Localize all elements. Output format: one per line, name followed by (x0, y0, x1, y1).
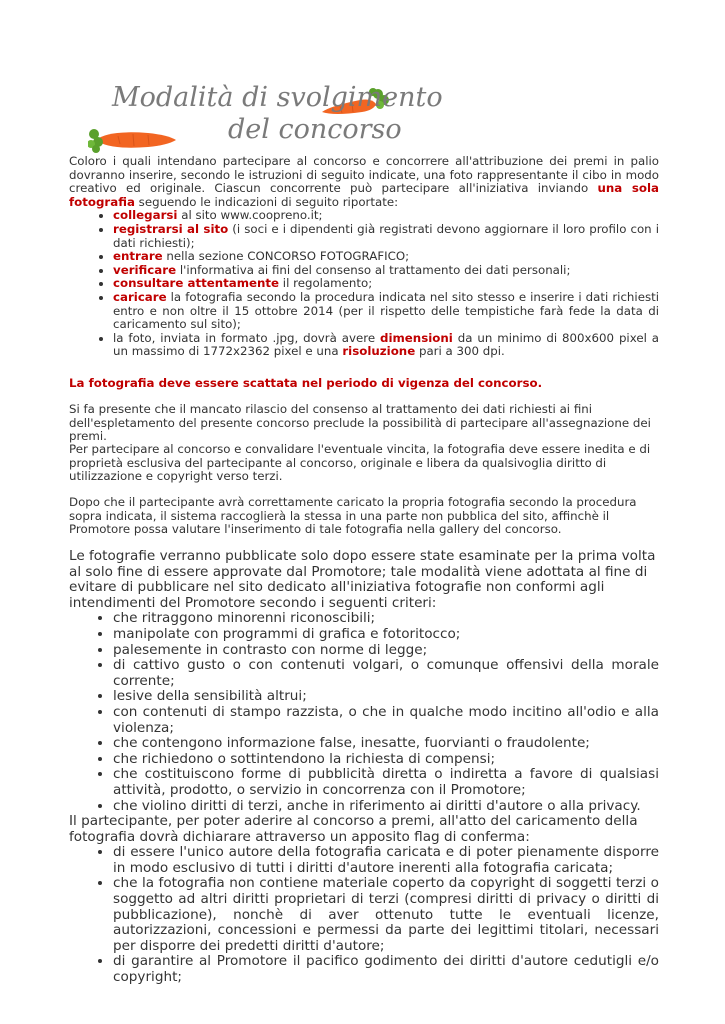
intro-section (69, 155, 659, 359)
publication-paragraph: Le fotografie verranno pubblicate solo dopo essere state esaminate per la prima volta al solo fine di essere approvate dal Promotore; tale modalità viene adottata al fine di evitare di pubblicare nel sito dedicato all'iniziativa fotografie non conformi agli intendimenti del Promotore secondo i seguenti criteri: (69, 548, 656, 611)
list-item: • che contengono informazione false, inesatte, fuorvianti o fraudolente; (113, 736, 659, 752)
list-item: • di cattivo gusto o con contenuti volgari, o comunque offensivi della morale corrente; (113, 658, 659, 689)
list-item (113, 250, 659, 264)
list-item (113, 209, 659, 223)
intro-text-end: seguendo le indicazioni di seguito riportate: (134, 194, 399, 209)
list-item: • che ritraggono minorenni riconoscibili; (113, 611, 659, 627)
publication-section (69, 549, 659, 986)
list-item (113, 277, 659, 291)
resolution-keyword: risoluzione (342, 344, 416, 359)
declarations-list (69, 845, 659, 985)
list-item (113, 223, 659, 250)
gallery-paragraph: Dopo che il partecipante avrà correttamente caricato la propria fotografia secondo la procedura sopra indicata, il sistema raccoglierà la stessa in una parte non pubblica del sito, affinchè il Promotore possa valutare l'inserimento di tale fotografia nella gallery del concorso. (69, 495, 637, 537)
step-text: l'informativa ai fini del consenso al trattamento dei dati personali; (176, 262, 571, 277)
step-text: il regolamento; (279, 276, 373, 291)
step-keyword: consultare attentamente (113, 276, 280, 291)
originality-paragraph: Per partecipare al concorso e convalidare l'eventuale vincita, la fotografia deve essere inedita e di proprietà esclusiva del partecipante al concorso, originale e libera da qualsivoglia diritto di utilizzazione e copyright verso terzi. (69, 442, 651, 484)
dimensions-keyword: dimensioni (380, 330, 453, 345)
step-keyword: caricare (113, 289, 167, 304)
list-item: • che costituiscono forme di pubblicità diretta o indiretta a favore di qualsiasi attività, prodotto, o servizio in concorrenza con il Promotore; (113, 767, 659, 798)
list-item: • che la fotografia non contiene materiale coperto da copyright di soggetti terzi o soggetto ad altri diritti proprietari di terzi (compresi diritti di privacy o diritti di pubblicazione), nonchè di aver ottenuto tutte le eventuali licenze, autorizzazioni, concessioni e permessi da parte dei legittimi titolari, necessari per disporre dei predetti diritti d'autore; (113, 876, 659, 954)
header-title-line1: Modalità di svolgimento (112, 82, 443, 113)
header-banner (88, 82, 443, 154)
step-text: nella sezione CONCORSO FOTOGRAFICO; (162, 249, 410, 264)
step-keyword: verificare (113, 262, 177, 277)
consent-paragraph: Si fa presente che il mancato rilascio del consenso al trattamento dei dati richiesti ai fini dell'espletamento del presente concorso preclude la possibilità di partecipare all'assegnazione dei premi. (69, 402, 651, 444)
list-item: • di essere l'unico autore della fotografia caricata e di poter pienamente disporre in modo esclusivo di tutti i diritti d'autore inerenti alla fotografia caricata; (113, 845, 659, 876)
step-text: la foto, inviata in formato .jpg, dovrà avere (113, 330, 381, 345)
list-item: • di garantire al Promotore il pacifico godimento dei diritti d'autore cedutigli e/o copyright; (113, 954, 659, 985)
intro-text: Coloro i quali intendano partecipare al concorso e concorrere all'attribuzione dei premi in palio dovranno inserire, secondo le istruzioni di seguito indicate, una foto rappresentante il cibo in modo creativo ed originale. Ciascun concorrente può partecipare all'iniziativa inviando (69, 154, 659, 196)
list-item (113, 264, 659, 278)
list-item: • palesemente in contrasto con norme di legge; (113, 643, 659, 659)
list-item: • con contenuti di stampo razzista, o che in qualche modo incitino all'odio e alla violenza; (113, 705, 659, 736)
list-item (113, 332, 659, 359)
step-keyword: registrarsi al sito (113, 221, 229, 236)
list-item: • lesive della sensibilità altrui; (113, 689, 659, 705)
header-title-line2: del concorso (228, 114, 402, 145)
step-text: la fotografia secondo la procedura indicata nel sito stesso e inserire i dati richiesti entro e non oltre il 15 ottobre 2014 (per il rispetto delle tempistiche farà fede la data di caricamento sul sito); (113, 289, 659, 332)
list-item: • manipolate con programmi di grafica e fotoritocco; (113, 627, 659, 643)
criteria-list (69, 611, 659, 814)
step-text: da un minimo di 800x600 pixel a un massimo di 1772x2362 pixel e una (113, 330, 660, 359)
step-keyword: entrare (113, 249, 163, 264)
list-item (113, 291, 659, 332)
intro-paragraph (69, 155, 659, 209)
declaration-paragraph: Il partecipante, per poter aderire al concorso a premi, all'atto del caricamento della fotografia dovrà dichiarare attraverso un apposito flag di conferma: (69, 813, 638, 845)
step-keyword: collegarsi (113, 208, 178, 223)
step-text: al sito www.coopreno.it; (177, 208, 323, 223)
single-photo-highlight: una sola fotografia (69, 181, 659, 209)
list-item: • che violino diritti di terzi, anche in riferimento ai diritti d'autore o alla privacy. (113, 799, 659, 815)
steps-list (69, 209, 659, 359)
list-item: • che richiedono o sottintendono la richiesta di compensi; (113, 752, 659, 768)
step-text: (i soci e i dipendenti già registrati devono aggiornare il loro profilo con i dati richiesti); (113, 221, 659, 250)
carrot-left-icon (88, 118, 178, 158)
period-note: La fotografia deve essere scattata nel periodo di vigenza del concorso. (69, 376, 543, 390)
step-text: pari a 300 dpi. (415, 344, 505, 359)
